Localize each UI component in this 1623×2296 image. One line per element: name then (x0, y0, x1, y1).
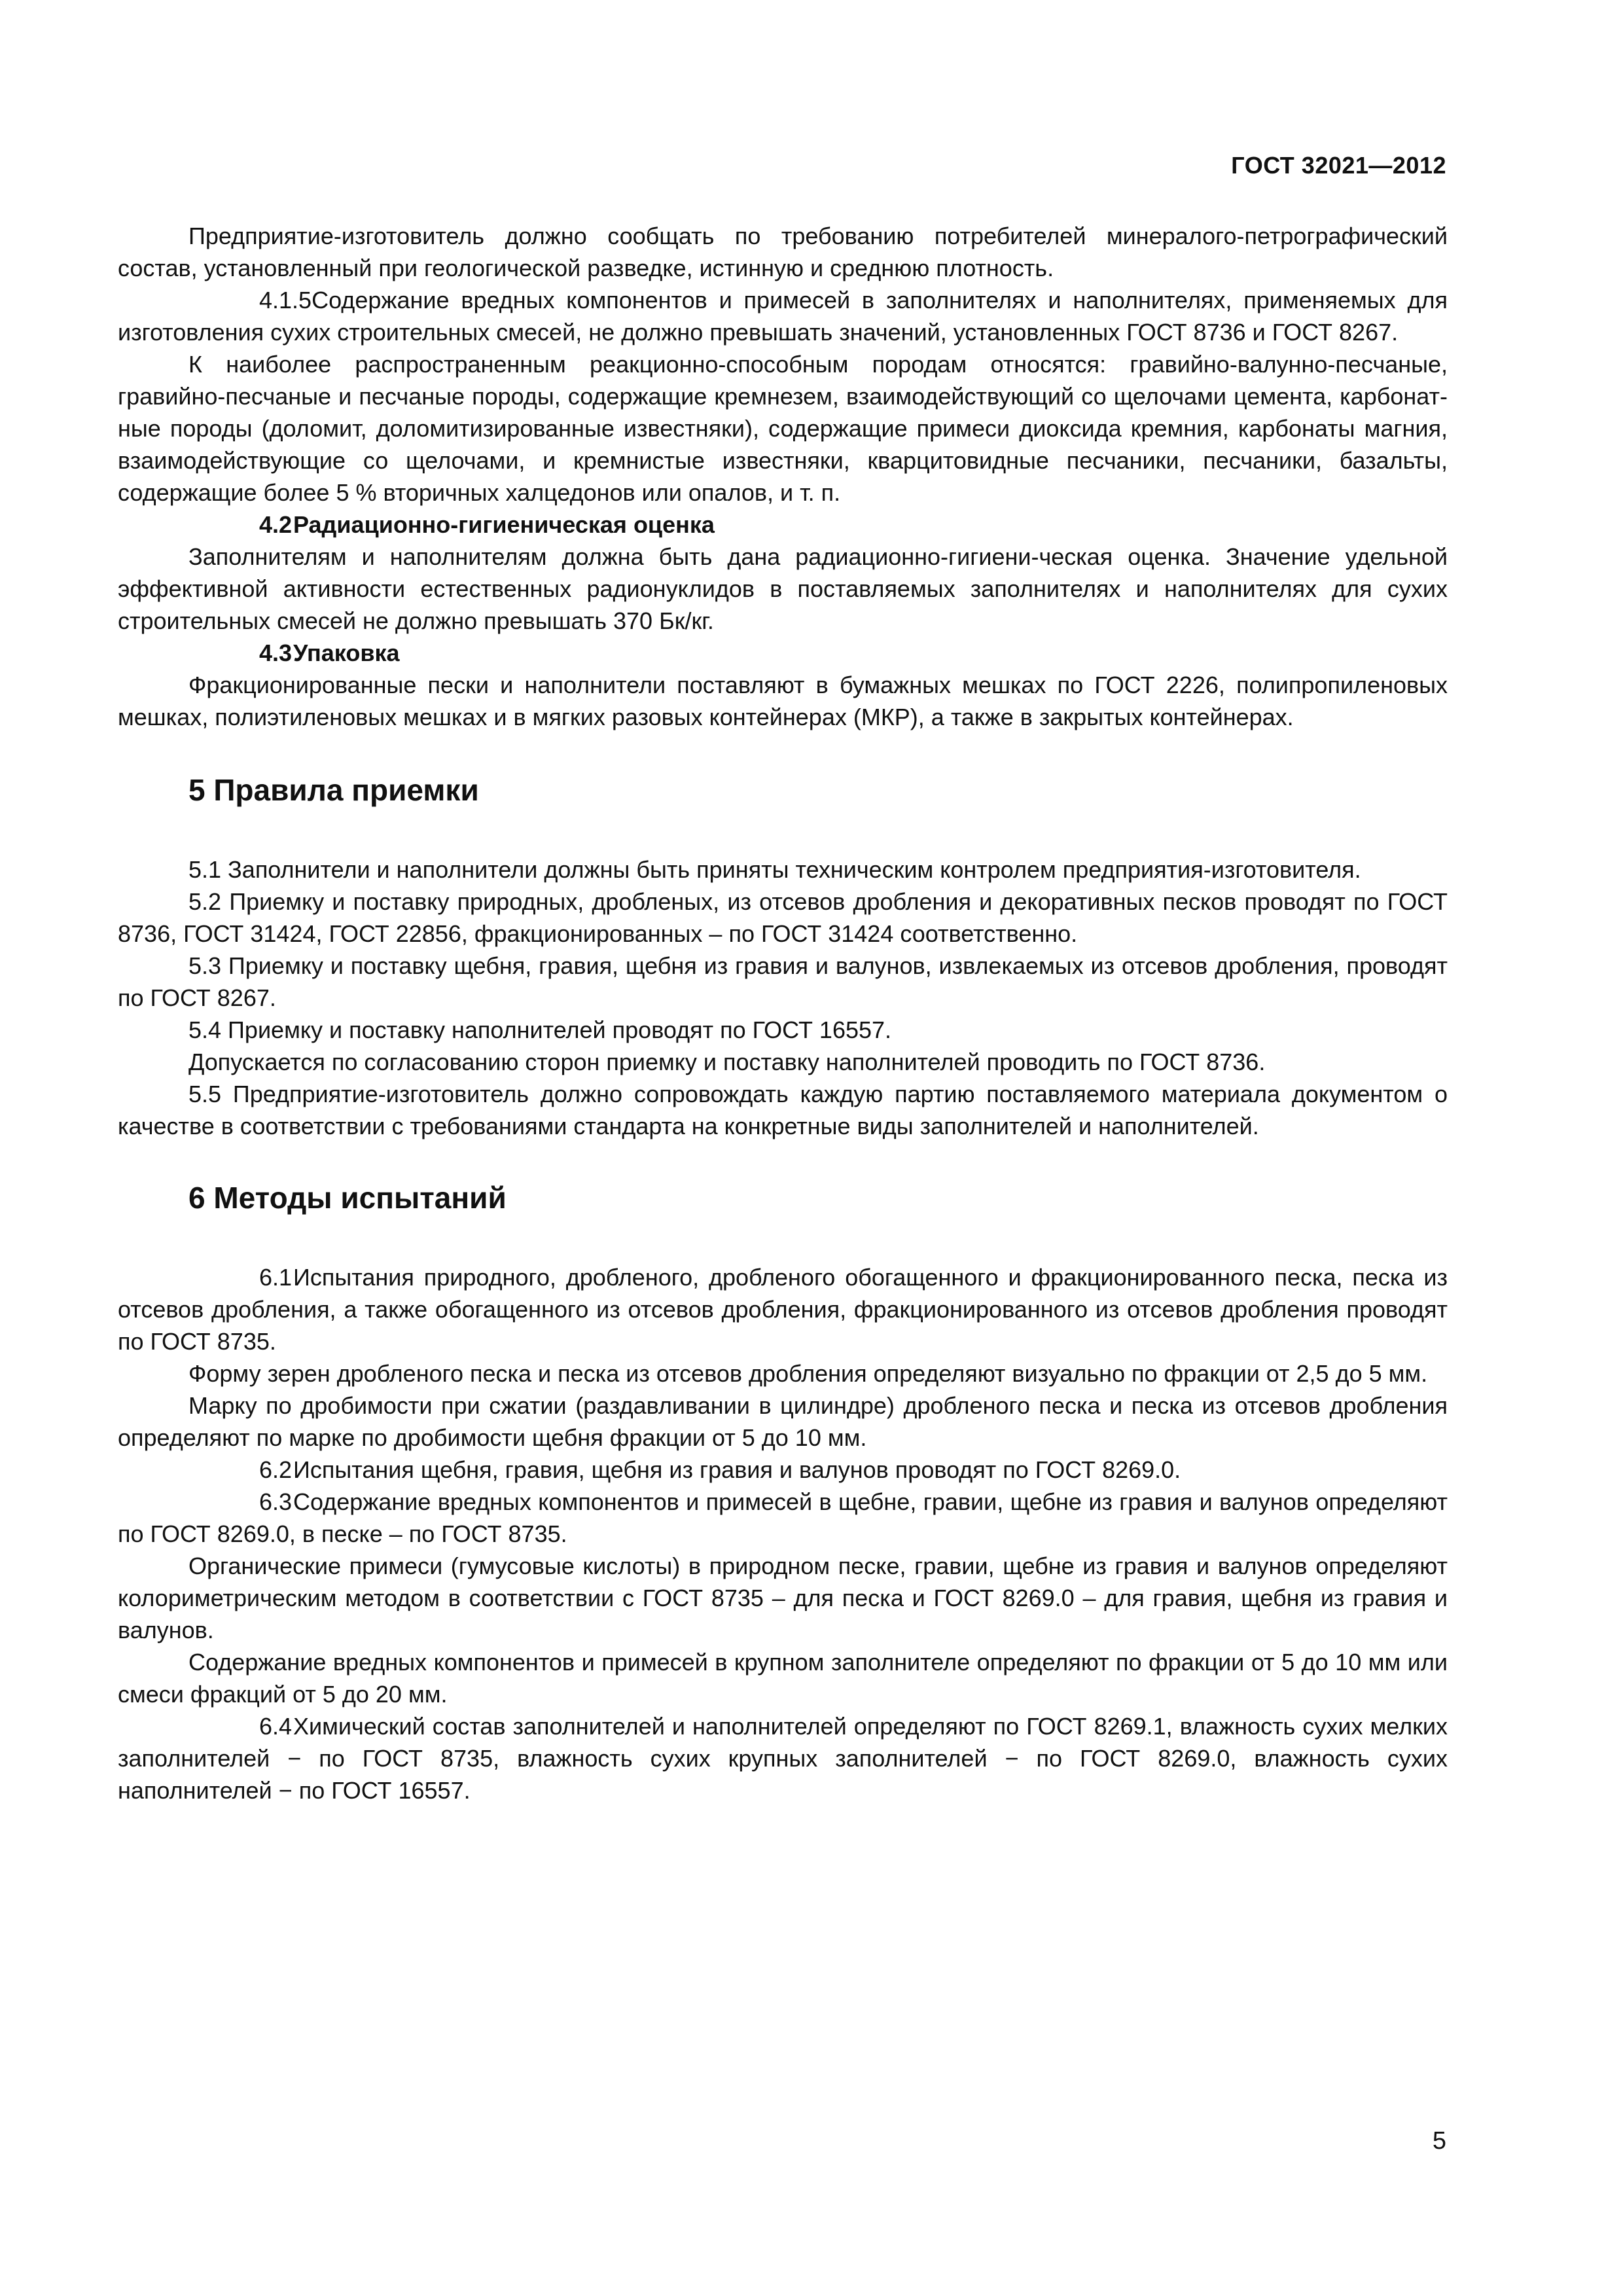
clause-text: Содержание вредных компонентов и примесей в щебне, гравии, щебне из гравия и валунов определяют по ГОСТ 8269.0, в песке – по ГОСТ 8735. (118, 1488, 1448, 1547)
clause-number: 6.1 (259, 1264, 293, 1291)
clause-text: Испытания щебня, гравия, щебня из гравия и валунов проводят по ГОСТ 8269.0. (293, 1456, 1181, 1483)
paragraph: Форму зерен дробленого песка и песка из отсевов дробления определяют визуально по фракции от 2,5 до 5 мм. (188, 1360, 1428, 1387)
clause-number: 6.2 (259, 1456, 293, 1483)
subsection-heading-4-2 (118, 509, 1448, 541)
paragraph: Допускается по согласованию сторон приемку и поставку наполнителей проводить по ГОСТ 8736. (188, 1049, 1266, 1075)
paragraph-6-3 (118, 1486, 1448, 1550)
paragraph: К наиболее распространенным реакционно-способным породам относятся: гравийно-валунно-песчаные, гравийно-песчаные и песчаные породы, содержащие кремнезем, взаимодействующий со щелочами цемента, карбонат-ные породы (доломит, доломитизированные известняки), содержащие примеси диоксида кремния, карбонаты магния, взаимодействующие со щелочами, и кремнистые известняки, кварцитовидные песчаники, песчаники, базальты, содержащие более 5 % вторичных халцедонов или опалов, и т. п. (118, 351, 1448, 506)
clause-number: 4.3 (259, 639, 293, 666)
subsection-title: Упаковка (293, 639, 400, 666)
paragraph: Содержание вредных компонентов и примесей в крупном заполнителе определяют по фракции от 5 до 10 мм или смеси фракций от 5 до 20 мм. (118, 1649, 1448, 1708)
paragraph-5-3: 5.3 Приемку и поставку щебня, гравия, щебня из гравия и валунов, извлекаемых из отсевов дробления, проводят по ГОСТ 8267. (118, 952, 1448, 1011)
clause-text: Испытания природного, дробленого, дробленого обогащенного и фракционированного песка, песка из отсевов дробления, а также обогащенного из отсевов дробления, фракционированного из отсевов дробления проводят по ГОСТ 8735. (118, 1264, 1448, 1355)
clause-number: 4.2 (259, 511, 293, 538)
subsection-heading-4-3 (118, 637, 1448, 669)
paragraph-5-2: 5.2 Приемку и поставку природных, дробленых, из отсевов дробления и декоративных песков проводят по ГОСТ 8736, ГОСТ 31424, ГОСТ 22856, фракционированных – по ГОСТ 31424 соответственно. (118, 888, 1448, 947)
paragraph: Заполнителям и наполнителям должна быть дана радиационно-гигиени-ческая оценка. Значение удельной эффективной активности естественных радионуклидов в поставляемых заполнителях и наполнителях для сухих строительных смесей не должно превышать 370 Бк/кг. (118, 543, 1448, 634)
clause-number: 6.3 (259, 1488, 293, 1515)
subsection-title: Радиационно-гигиеническая оценка (293, 511, 715, 538)
clause-number: 4.1.5 (259, 287, 312, 314)
paragraph-5-4: 5.4 Приемку и поставку наполнителей проводят по ГОСТ 16557. (188, 1016, 892, 1043)
clause-number: 6.4 (259, 1713, 293, 1740)
paragraph-6-2 (118, 1454, 1448, 1486)
document-header-id: ГОСТ 32021—2012 (1231, 152, 1446, 179)
page-body (118, 220, 1448, 1806)
paragraph: Марку по дробимости при сжатии (раздавливании в цилиндре) дробленого песка и песка из отсевов дробления определяют по марке по дробимости щебня фракции от 5 до 10 мм. (118, 1392, 1448, 1451)
clause-text: Содержание вредных компонентов и примесей в заполнителях и наполнителях, применяемых для изготовления сухих строительных смесей, не должно превышать значений, установленных ГОСТ 8736 и ГОСТ 8267. (118, 287, 1448, 346)
section-heading-5: 5 Правила приемки (188, 773, 479, 807)
paragraph: Фракционированные пески и наполнители поставляют в бумажных мешках по ГОСТ 2226, полипропиленовых мешках, полиэтиленовых мешках и в мягких разовых контейнерах (МКР), а также в закрытых контейнерах. (118, 672, 1448, 730)
page-number: 5 (1432, 2127, 1446, 2155)
paragraph-4-1-5 (118, 284, 1448, 348)
paragraph: Органические примеси (гумусовые кислоты) в природном песке, гравии, щебне из гравия и валунов определяют колориметрическим методом в соответствии с ГОСТ 8735 – для песка и ГОСТ 8269.0 – для гравия, щебня из гравия и валунов. (118, 1552, 1448, 1643)
paragraph-6-4 (118, 1710, 1448, 1806)
paragraph-5-5: 5.5 Предприятие-изготовитель должно сопровождать каждую партию поставляемого материала документом о качестве в соответствии с требованиями стандарта на конкретные виды заполнителей и наполнителей. (118, 1081, 1448, 1139)
clause-text: Химический состав заполнителей и наполнителей определяют по ГОСТ 8269.1, влажность сухих мелких заполнителей − по ГОСТ 8735, влажность сухих крупных заполнителей − по ГОСТ 8269.0, влажность сухих наполнителей − по ГОСТ 16557. (118, 1713, 1448, 1804)
paragraph: Предприятие-изготовитель должно сообщать по требованию потребителей минералого-петрографический состав, установленный при геологической разведке, истинную и среднюю плотность. (118, 223, 1448, 281)
paragraph-5-1: 5.1 Заполнители и наполнители должны быть приняты техническим контролем предприятия-изготовителя. (188, 856, 1361, 883)
section-heading-6: 6 Методы испытаний (188, 1181, 507, 1215)
paragraph-6-1 (118, 1261, 1448, 1357)
